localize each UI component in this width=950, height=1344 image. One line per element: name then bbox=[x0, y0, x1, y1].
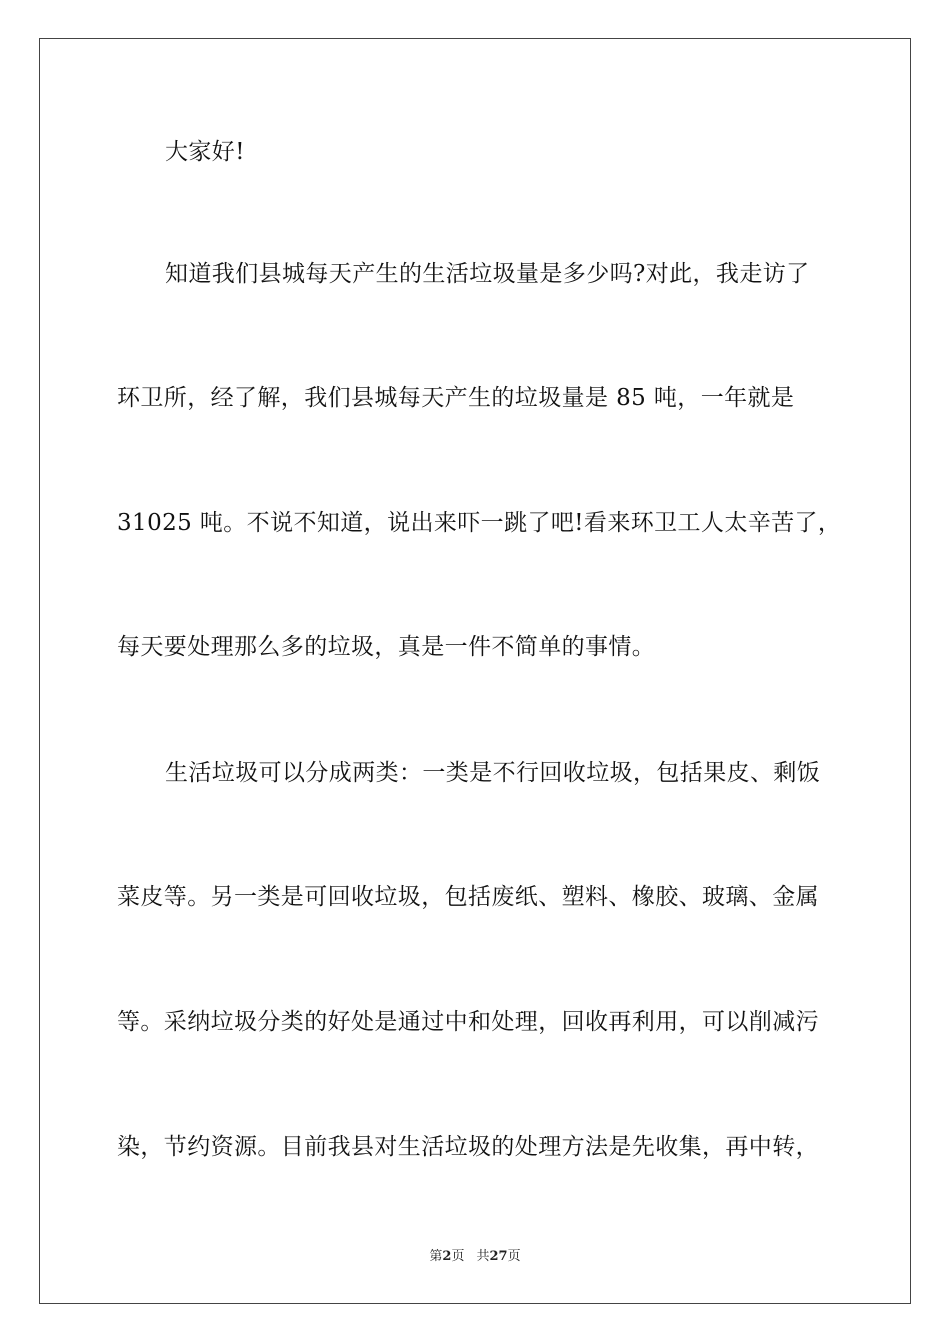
paragraph-line: 生活垃圾可以分成两类：一类是不行回收垃圾，包括果皮、剩饭 bbox=[165, 760, 821, 786]
total-pages: 27 bbox=[489, 1249, 508, 1264]
page-prefix: 第 bbox=[429, 1249, 443, 1264]
paragraph-line: 知道我们县城每天产生的生活垃圾量是多少吗?对此，我走访了 bbox=[165, 261, 810, 287]
paragraph-line: 31025 吨。不说不知道，说出来吓一跳了吧!看来环卫工人太辛苦了， bbox=[117, 510, 842, 536]
page-number: 2 bbox=[442, 1249, 452, 1264]
paragraph-line: 染，节约资源。目前我县对生活垃圾的处理方法是先收集，再中转， bbox=[117, 1134, 819, 1160]
greeting-line: 大家好! bbox=[165, 139, 245, 165]
paragraph-line: 环卫所，经了解，我们县城每天产生的垃圾量是 85 吨，一年就是 bbox=[117, 385, 795, 411]
page-suffix: 页 bbox=[451, 1249, 465, 1264]
total-prefix: 共 bbox=[476, 1249, 490, 1264]
paragraph-line: 菜皮等。另一类是可回收垃圾，包括废纸、塑料、橡胶、玻璃、金属 bbox=[117, 884, 819, 910]
page-footer bbox=[0, 1248, 950, 1266]
paragraph-line: 等。采纳垃圾分类的好处是通过中和处理，回收再利用，可以削减污 bbox=[117, 1009, 819, 1035]
total-suffix: 页 bbox=[507, 1249, 521, 1264]
page-frame bbox=[39, 38, 911, 1304]
paragraph-line: 每天要处理那么多的垃圾，真是一件不简单的事情。 bbox=[117, 634, 656, 660]
